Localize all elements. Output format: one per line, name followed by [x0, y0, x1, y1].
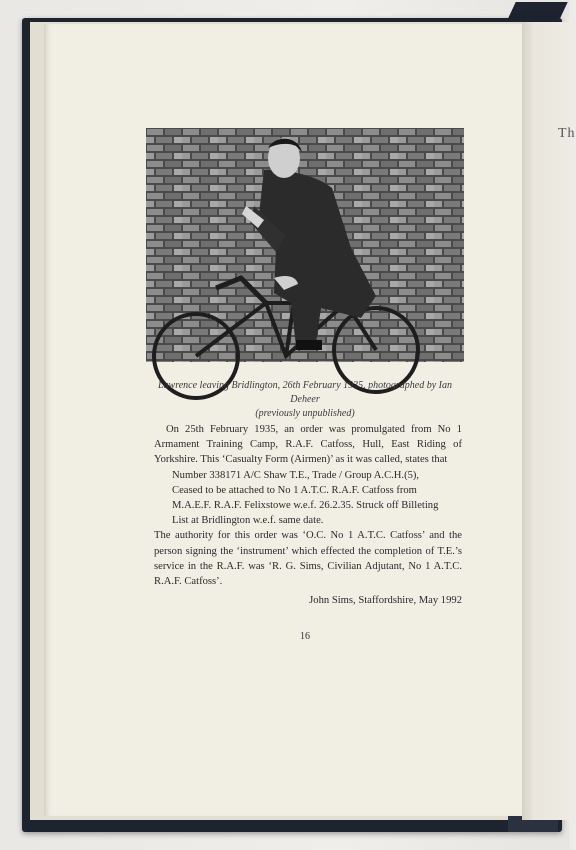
paragraph-2: The authority for this order was ‘O.C. No 1 A.T.C. Catfoss’ and the person signing the ‘instrument’ which effected the completion of T.E.’s service in the R.A.F. was ‘R. G. Sims, Civilian Adjutant, No 1 A.T.C. R.A.F. Catfoss’.	[154, 530, 462, 588]
photo-illustration	[146, 128, 464, 362]
caption-line-2: (previously unpublished)	[255, 408, 355, 419]
photograph	[146, 128, 464, 362]
quote-line: M.A.E.F. R.A.F. Felixstowe w.e.f. 26.2.35. Struck off Billeting	[172, 500, 439, 512]
right-page-text-fragment: Th	[558, 126, 576, 141]
casualty-form-quote	[154, 468, 462, 529]
paragraph-1: On 25th February 1935, an order was promulgated from No 1 Armament Training Camp, R.A.F. Catfoss, Hull, East Riding of Yorkshire. This ‘Casualty Form (Airmen)’ as it was called, states that	[154, 424, 462, 466]
page-number: 16	[300, 631, 310, 642]
quote-line: Number 338171 A/C Shaw T.E., Trade / Group A.C.H.(5),	[172, 469, 420, 481]
caption-line-1: Lawrence leaving Bridlington, 26th February 1935, photographed by Ian Deheer	[157, 380, 453, 405]
quote-line: List at Bridlington w.e.f. same date.	[172, 515, 324, 527]
body-text	[154, 422, 462, 608]
book-corner	[508, 2, 567, 18]
quote-line: Ceased to be attached to No 1 A.T.C. R.A.F. Catfoss from	[172, 484, 417, 496]
author-signature: John Sims, Staffordshire, May 1992	[309, 595, 462, 607]
photo-caption	[150, 379, 460, 421]
